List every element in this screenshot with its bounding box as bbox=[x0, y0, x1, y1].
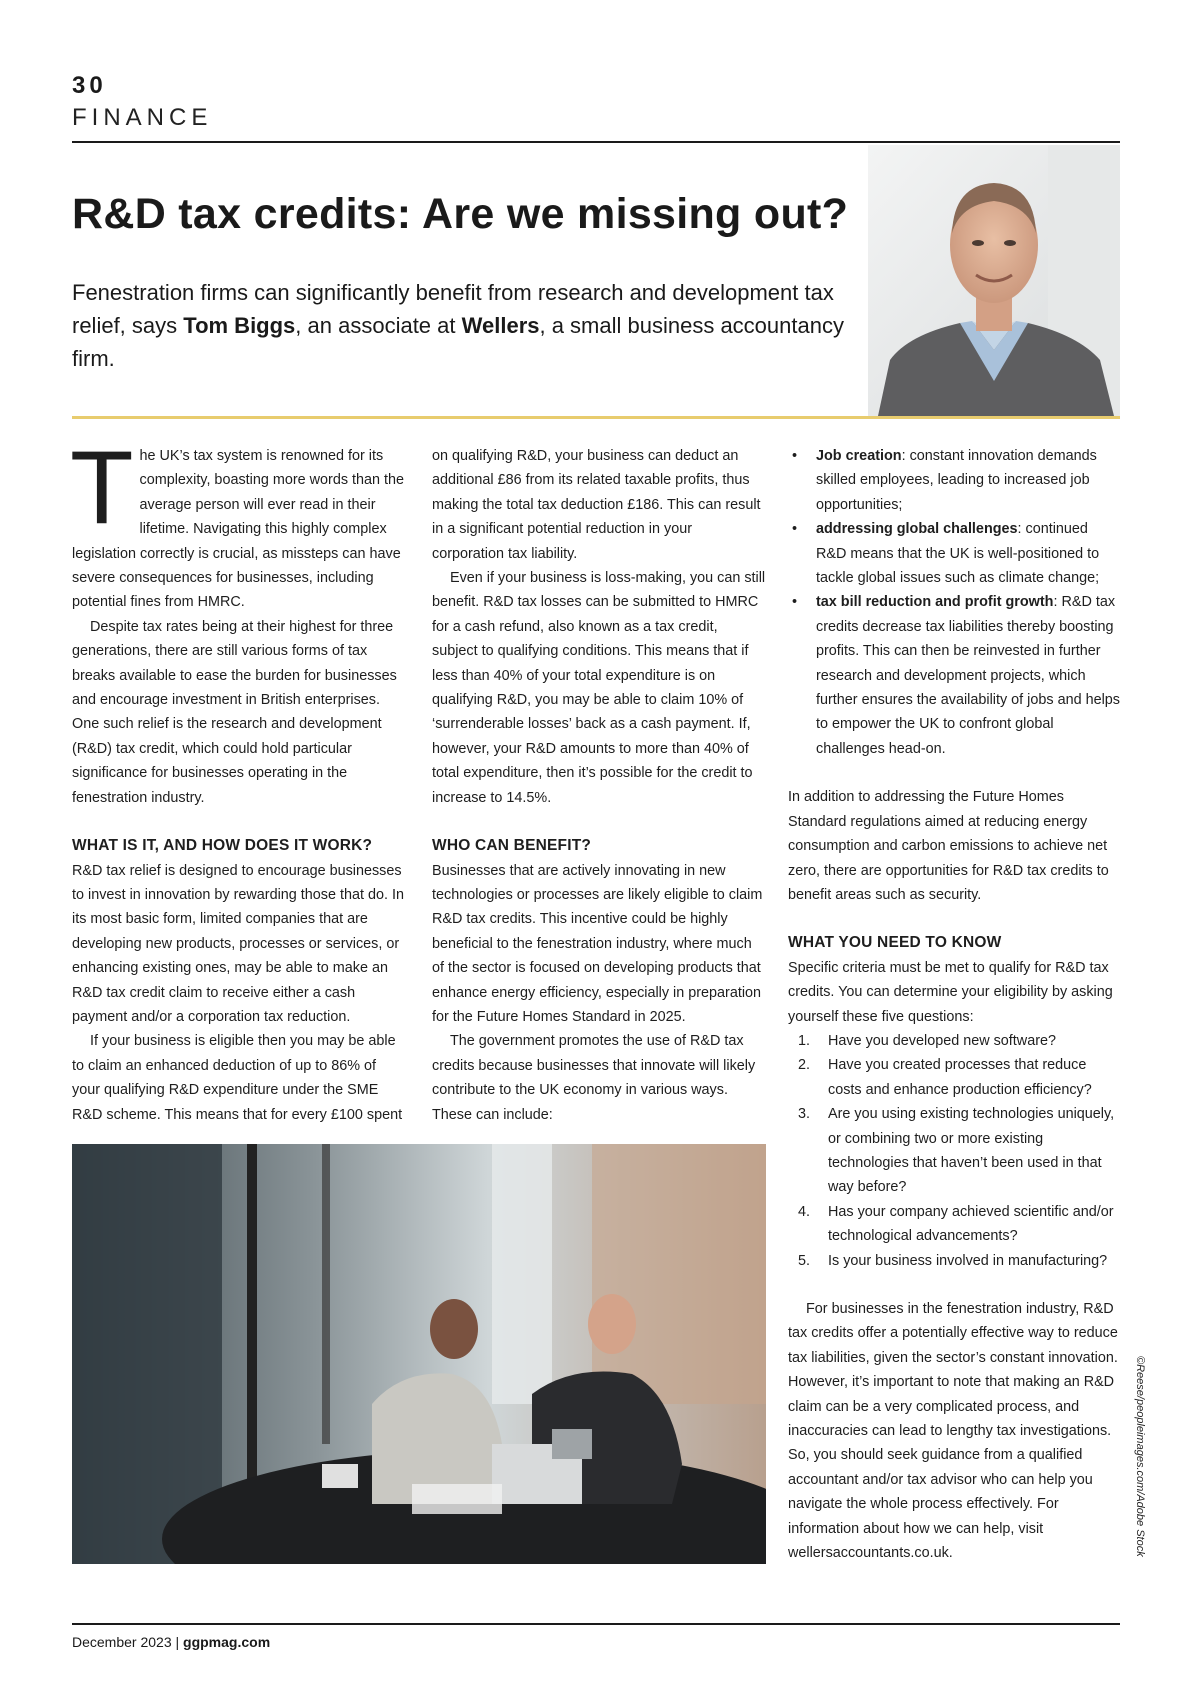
list-item-bold: addressing global challenges bbox=[816, 521, 1018, 538]
standfirst-text: , a small business accountancy firm. bbox=[72, 313, 844, 371]
footer-issue: December 2023 | bbox=[72, 1634, 184, 1650]
column-1 bbox=[70, 430, 406, 1127]
footer bbox=[72, 1634, 270, 1650]
list-item-text: : R&D tax credits decrease tax liabilities thereby boosting profits. This can then be reinvested in further research and development projects, which further ensures the availability of jobs and helps to empower the UK to confront global challenges head-on. bbox=[816, 594, 1120, 757]
paragraph-text: he UK’s tax system is renowned for its complexity, boasting more words than the average person will ever read in their lifetime. Navigating this highly complex legislation correctly is crucial, as missteps can have severe consequences for businesses, including potential fines from HMRC. bbox=[72, 448, 405, 611]
list-number: 1. bbox=[798, 1032, 811, 1049]
list-number: 2. bbox=[798, 1057, 811, 1074]
paragraph bbox=[70, 430, 406, 615]
section-label: FINANCE bbox=[72, 104, 213, 131]
bottom-rule bbox=[72, 1623, 1120, 1625]
list-item-bold: tax bill reduction and profit growth bbox=[816, 594, 1054, 611]
subheading: WHAT IS IT, AND HOW DOES IT WORK? bbox=[72, 837, 373, 855]
paragraph: Businesses that are actively innovating in new technologies or processes are likely eligible to claim R&D tax credits. This incentive could be highly beneficial to the fenestration industry, where much of the sector is focused on developing products that enhance energy efficiency, especially in preparation for the Future Homes Standard in 2025. bbox=[432, 862, 763, 1025]
photo-credit: ©Reese/peopleimages.com/Adobe Stock bbox=[1134, 1356, 1146, 1557]
list-item bbox=[788, 1200, 1120, 1249]
standfirst-text: Fenestration firms can significantly benefit from research and development tax relief, says bbox=[72, 280, 834, 338]
list-item-text: : constant innovation demands skilled employees, leading to increased job opportunities; bbox=[816, 448, 1097, 513]
standfirst bbox=[72, 276, 862, 375]
list-item-text: Have you developed new software? bbox=[828, 1032, 1056, 1049]
questions-list bbox=[788, 1029, 1120, 1273]
subheading: WHAT YOU NEED TO KNOW bbox=[788, 934, 1002, 952]
drop-cap: T bbox=[70, 430, 134, 546]
footer-website: ggpmag.com bbox=[183, 1634, 271, 1650]
meeting-photo bbox=[72, 1144, 766, 1564]
top-rule bbox=[72, 141, 1120, 143]
paragraph: R&D tax relief is designed to encourage businesses to invest in innovation by rewarding those that do. In its most basic form, limited companies that are developing new products, processes or services, or enhancing existing ones, may be able to make an R&D tax credit claim to receive either a cash payment and/or a corporation tax reduction. bbox=[72, 862, 404, 1025]
list-item-bold: Job creation bbox=[816, 448, 902, 464]
list-item bbox=[788, 1029, 1120, 1053]
page-number: 30 bbox=[72, 72, 107, 99]
list-item bbox=[788, 517, 1120, 590]
list-number: 3. bbox=[798, 1106, 811, 1123]
paragraph: For businesses in the fenestration industry, R&D tax credits offer a potentially effective way to reduce tax liabilities, given the sector’s constant innovation. However, it’s important to note that making an R&D claim can be a very complicated process, and inaccuracies can lead to lengthy tax investigations. So, you should seek guidance from a qualified accountant and/or tax advisor who can help you navigate the whole process effectively. For information about how we can help, visit wellersaccountants.co.uk. bbox=[788, 1301, 1118, 1562]
column-2 bbox=[432, 444, 766, 1127]
standfirst-text: , an associate at bbox=[295, 313, 462, 338]
list-item-text: Has your company achieved scientific and/or technological advancements? bbox=[828, 1203, 1114, 1245]
list-item-text: Is your business involved in manufacturing? bbox=[828, 1252, 1108, 1269]
paragraph: Even if your business is loss-making, you can still benefit. R&D tax losses can be submitted to HMRC for a cash refund, also known as a tax credit, subject to qualifying conditions. This means that if less than 40% of your total expenditure is on qualifying R&D, you may be able to claim 10% of ‘surrenderable losses’ back as a cash payment. If, however, your R&D amounts to more than 40% of total expenditure, then it’s possible for the credit to increase to 14.5%. bbox=[432, 570, 766, 806]
paragraph: on qualifying R&D, your business can deduct an additional £86 from its related taxable profits, thus making the total tax deduction £186. This can result in a significant potential reduction in your corporation tax liability. bbox=[432, 448, 761, 562]
list-item-text: Have you created processes that reduce costs and enhance production efficiency? bbox=[828, 1057, 1092, 1098]
company-name: Wellers bbox=[461, 313, 540, 338]
article-title: R&D tax credits: Are we missing out? bbox=[72, 190, 849, 238]
gold-rule bbox=[72, 416, 1120, 419]
list-item bbox=[788, 444, 1120, 517]
list-item bbox=[788, 590, 1120, 761]
list-number: 5. bbox=[798, 1252, 811, 1269]
paragraph: If your business is eligible then you may be able to claim an enhanced deduction of up to 86% of your qualifying R&D expenditure under the SME R&D scheme. This means that for every £100 spent bbox=[72, 1033, 403, 1123]
list-item bbox=[788, 1053, 1120, 1102]
author-portrait bbox=[868, 145, 1120, 416]
column-3 bbox=[788, 444, 1120, 1565]
list-number: 4. bbox=[798, 1203, 811, 1220]
list-item-text: Are you using existing technologies uniquely, or combining two or more existing technologies that haven’t been used in that way before? bbox=[828, 1106, 1115, 1196]
list-item-text: : continued R&D means that the UK is well-positioned to tackle global issues such as climate change; bbox=[816, 521, 1100, 587]
paragraph: Despite tax rates being at their highest for three generations, there are still various forms of tax breaks available to ease the burden for businesses and encourage investment in British enterprises. One such relief is the research and development (R&D) tax credit, which could hold particular significance for businesses operating in the fenestration industry. bbox=[72, 618, 397, 806]
list-item bbox=[788, 1102, 1120, 1200]
paragraph: The government promotes the use of R&D tax credits because businesses that innovate will likely contribute to the UK economy in various ways. These can include: bbox=[432, 1033, 756, 1123]
author-name: Tom Biggs bbox=[183, 313, 296, 338]
benefits-list bbox=[788, 444, 1120, 761]
paragraph: Specific criteria must be met to qualify for R&D tax credits. You can determine your eligibility by asking yourself these five questions: bbox=[788, 959, 1113, 1025]
paragraph: In addition to addressing the Future Homes Standard regulations aimed at reducing energy consumption and carbon emissions to achieve net zero, there are opportunities for R&D tax credits to benefit areas such as security. bbox=[788, 789, 1109, 903]
subheading: WHO CAN BENEFIT? bbox=[432, 837, 592, 855]
list-item bbox=[788, 1249, 1120, 1273]
